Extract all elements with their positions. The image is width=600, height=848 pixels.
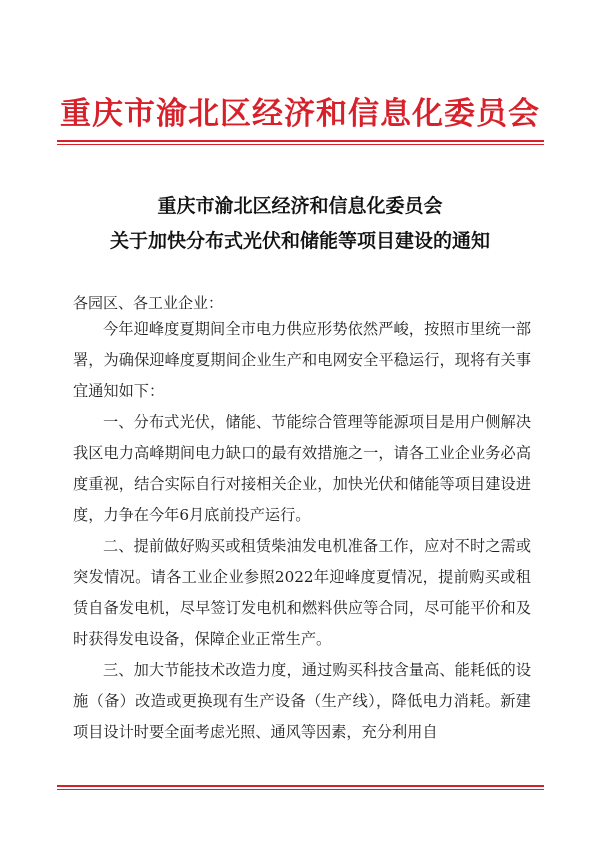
body-paragraph-item-3: 三、加大节能技术改造力度，通过购买科技含量高、能耗低的设施（备）改造或更换现有生产设备（生产线），降低电力消耗。新建项目设计时要全面考虑光照、通风等因素，充分利用自 — [73, 661, 531, 741]
footer-red-rule — [57, 785, 544, 787]
document-title-line-2: 关于加快分布式光伏和储能等项目建设的通知 — [109, 230, 490, 252]
document-title-line-1: 重庆市渝北区经济和信息化委员会 — [157, 195, 443, 217]
salutation: 各园区、各工业企业： — [73, 294, 224, 312]
body-paragraph-item-1: 一、分布式光伏，储能、节能综合管理等能源项目是用户侧解决我区电力高峰期间电力缺口的最有效措施之一，请各工业企业务必高度重视，结合实际自行对接相关企业，加快光伏和储能等项目建设进度，力争在今年6月底前投产运行。 — [73, 413, 531, 524]
masthead-red-rule-thin — [57, 144, 544, 145]
footer-red-rule-thin — [57, 789, 544, 790]
body-paragraph-intro: 今年迎峰度夏期间全市电力供应形势依然严峻，按照市里统一部署，为确保迎峰度夏期间企业生产和电网安全平稳运行，现将有关事宜通知如下： — [73, 320, 531, 400]
masthead-red-rule — [57, 140, 544, 142]
issuer-masthead: 重庆市渝北区经济和信息化委员会 — [60, 96, 540, 132]
body-paragraph-item-2: 二、提前做好购买或租赁柴油发电机准备工作，应对不时之需或突发情况。请各工业企业参照2022年迎峰度夏情况，提前购买或租赁自备发电机，尽早签订发电机和燃料供应等合同，尽可能平价和及时获得发电设备，保障企业正常生产。 — [73, 537, 531, 648]
